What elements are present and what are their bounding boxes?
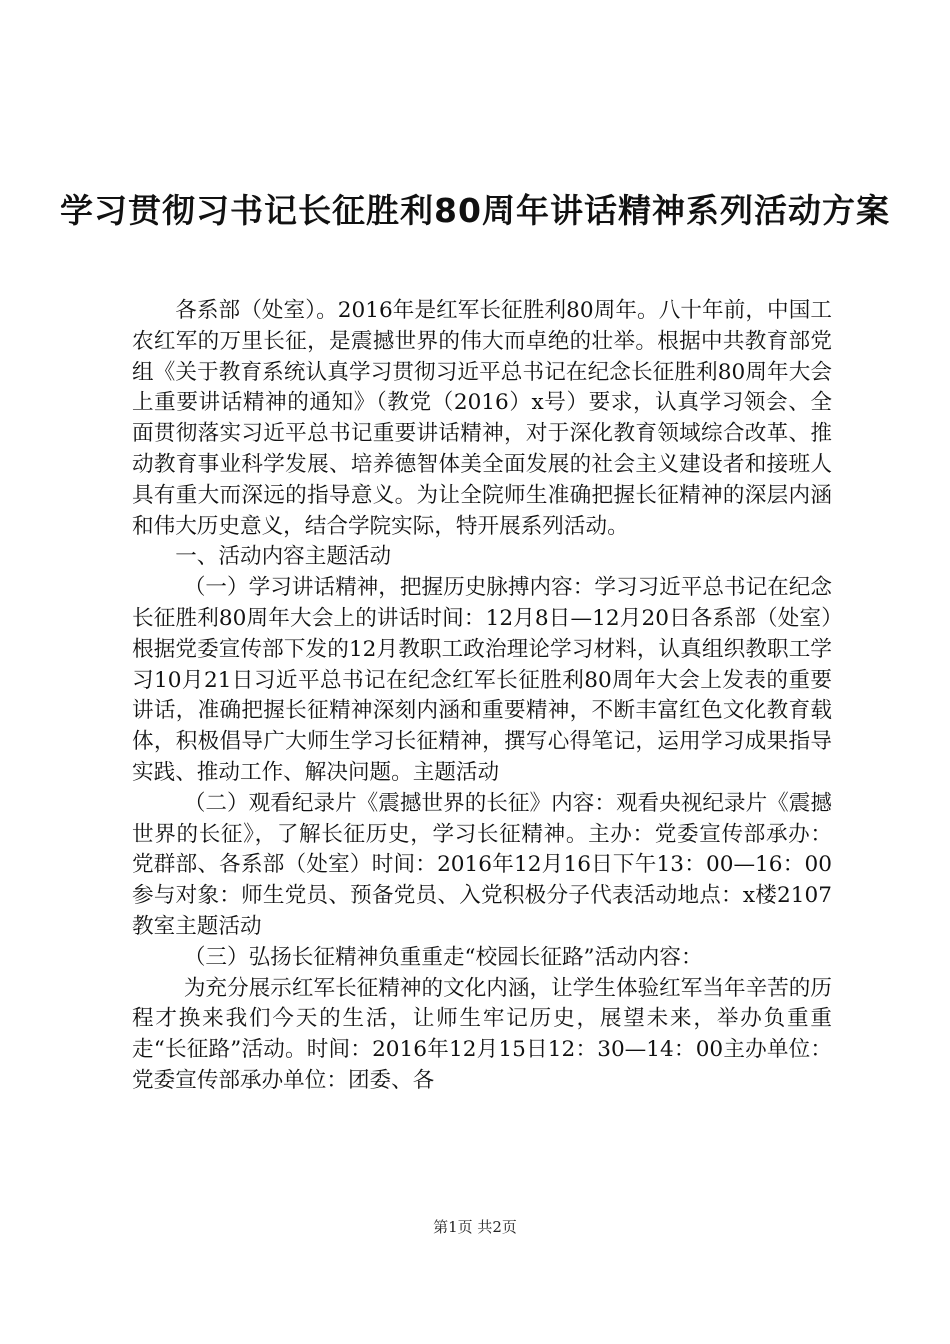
paragraph-activity-3-heading: （三）弘扬长征精神负重重走“校园长征路”活动内容： [183,944,703,970]
paragraph-activity-2: （二）观看纪录片《震撼世界的长征》内容：观看央视纪录片《震撼世界的长征》，了解长征历史，学习长征精神。主办：党委宣传部承办：党群部、各系部（处室）时间：2016年12月16日下午13：00—16：00参与对象：师生党员、预备党员、入党积极分子代表活动地点：x楼2107教室主题活动 [132,790,832,939]
document-body [132,296,832,1097]
section-heading-activities: 一、活动内容主题活动 [175,544,392,570]
paragraph-activity-3-body: 为充分展示红军长征精神的文化内涵，让学生体验红军当年辛苦的历程才换来我们今天的生活，让师生牢记历史，展望未来，举办负重重走“长征路”活动。时间：2016年12月15日12：30—14：00主办单位：党委宣传部承办单位：团委、各 [132,975,832,1093]
paragraph-activity-1: （一）学习讲话精神，把握历史脉搏内容：学习习近平总书记在纪念长征胜利80周年大会上的讲话时间：12月8日—12月20日各系部（处室）根据党委宣传部下发的12月教职工政治理论学习材料，认真组织教职工学习10月21日习近平总书记在纪念红军长征胜利80周年大会上发表的重要讲话，准确把握长征精神深刻内涵和重要精神，不断丰富红色文化教育载体，积极倡导广大师生学习长征精神，撰写心得笔记，运用学习成果指导实践、推动工作、解决问题。主题活动 [132,575,832,785]
page-number: 第1页 共2页 [433,1218,517,1236]
paragraph-intro: 各系部（处室）。2016年是红军长征胜利80周年。八十年前，中国工农红军的万里长征，是震撼世界的伟大而卓绝的壮举。根据中共教育部党组《关于教育系统认真学习贯彻习近平总书记在纪念长征胜利80周年大会上重要讲话精神的通知》（教党（2016）x号）要求，认真学习领会、全面贯彻落实习近平总书记重要讲话精神，对于深化教育领域综合改革、推动教育事业科学发展、培养德智体美全面发展的社会主义建设者和接班人具有重大而深远的指导意义。为让全院师生准确把握长征精神的深层内涵和伟大历史意义，结合学院实际，特开展系列活动。 [132,298,832,539]
document-title: 学习贯彻习书记长征胜利80周年讲话精神系列活动方案 [60,191,890,230]
